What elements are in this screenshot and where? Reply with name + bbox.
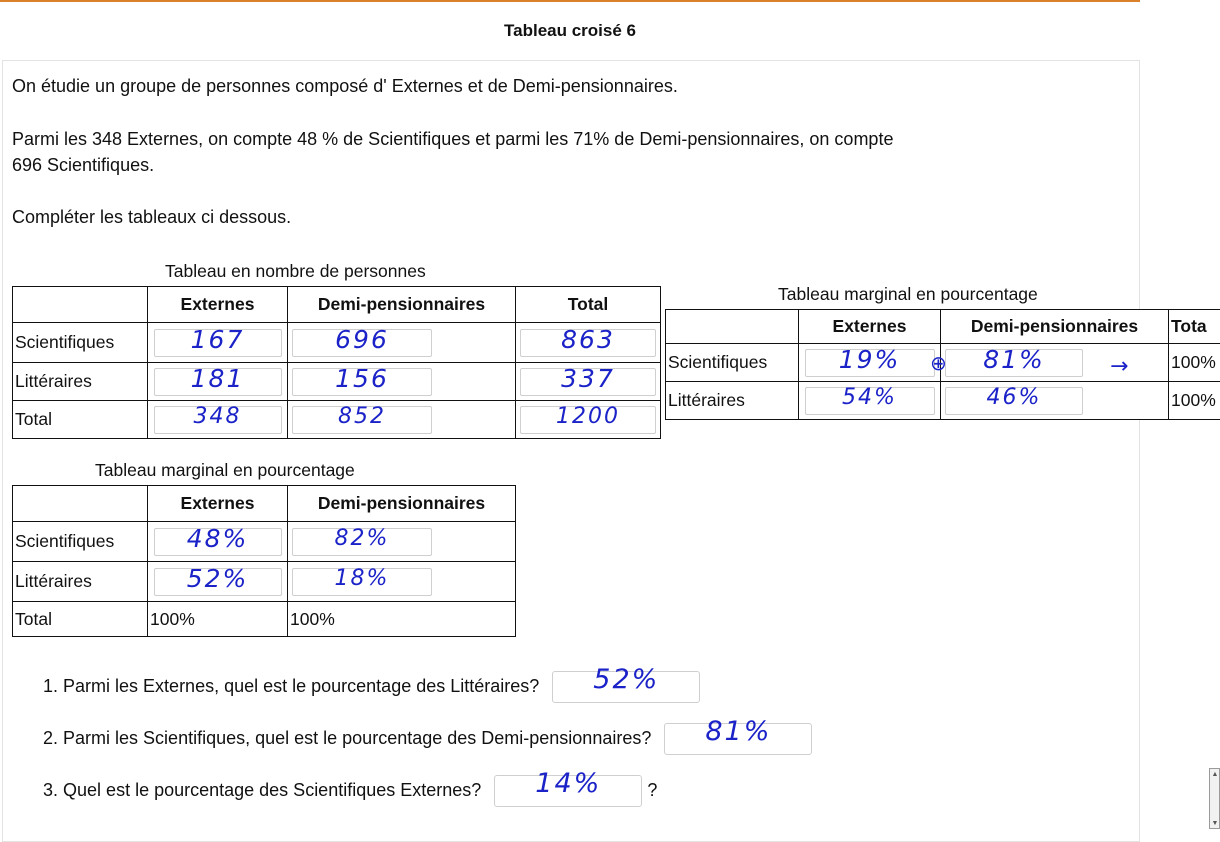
handwritten-answer: 54% (806, 385, 934, 410)
list-item (43, 669, 700, 703)
handwritten-answer: 863 (521, 325, 655, 354)
rowpct-header-demi: Demi-pensionnaires (941, 310, 1169, 344)
row-label-total: Total (13, 401, 148, 439)
count-input-sci-externes[interactable] (154, 329, 282, 357)
colpct-header-externes: Externes (148, 486, 288, 522)
table-row (13, 363, 661, 401)
rowpct-input-sci-demi[interactable] (945, 349, 1083, 377)
handwritten-answer: 52% (553, 663, 699, 697)
count-input-lit-total[interactable] (520, 368, 656, 396)
table-row (13, 602, 516, 637)
question-text: Parmi les Scientifiques, quel est le pourcentage des Demi-pensionnaires? (63, 728, 651, 748)
counts-header-blank (13, 287, 148, 323)
answer-input-q2[interactable] (664, 723, 812, 755)
handwritten-answer: 181 (155, 364, 281, 393)
handwritten-answer: 19% (806, 345, 934, 374)
handwritten-arrow-annotation: → (1110, 354, 1128, 379)
count-input-sci-total[interactable] (520, 329, 656, 357)
rowpct-total-sci: 100% (1169, 344, 1220, 382)
top-accent-rule (0, 0, 1140, 2)
colpct-input-sci-demi[interactable] (292, 528, 432, 556)
count-input-lit-externes[interactable] (154, 368, 282, 396)
count-input-total-externes[interactable] (154, 406, 282, 434)
handwritten-plus-annotation: ⊕ (930, 351, 947, 375)
handwritten-answer: 852 (293, 404, 431, 429)
rowpct-input-lit-demi[interactable] (945, 387, 1083, 415)
count-input-lit-demi[interactable] (292, 368, 432, 396)
row-label-scientifiques: Scientifiques (13, 323, 148, 363)
question-number: 1. (43, 676, 58, 696)
count-input-total-demi[interactable] (292, 406, 432, 434)
counts-header-externes: Externes (148, 287, 288, 323)
list-item (43, 773, 657, 807)
handwritten-answer: 14% (495, 767, 641, 801)
count-input-grand-total[interactable] (520, 406, 656, 434)
intro-line-1: On étudie un groupe de personnes composé d' Externes et de Demi-pensionnaires. (12, 74, 678, 98)
table-row (666, 382, 1220, 420)
colpct-input-lit-demi[interactable] (292, 568, 432, 596)
rowpct-total-lit: 100% (1169, 382, 1220, 420)
counts-header-demi: Demi-pensionnaires (288, 287, 516, 323)
handwritten-answer: 1200 (521, 404, 655, 429)
row-pct-table-caption: Tableau marginal en pourcentage (778, 284, 1038, 305)
counts-table-caption: Tableau en nombre de personnes (165, 261, 426, 282)
counts-header-total: Total (516, 287, 661, 323)
handwritten-answer: 18% (293, 566, 431, 591)
list-item (43, 721, 812, 755)
colpct-header-blank (13, 486, 148, 522)
row-label-scientifiques: Scientifiques (666, 344, 799, 382)
handwritten-answer: 82% (293, 526, 431, 551)
handwritten-answer: 81% (665, 715, 811, 749)
handwritten-answer: 337 (521, 364, 655, 393)
handwritten-answer: 81% (946, 345, 1082, 374)
handwritten-answer: 348 (155, 404, 281, 429)
intro-line-2b: 696 Scientifiques. (12, 153, 154, 177)
scroll-up-icon[interactable]: ▲ (1211, 771, 1219, 779)
row-label-total: Total (13, 602, 148, 637)
colpct-input-lit-externes[interactable] (154, 568, 282, 596)
question-suffix: ? (647, 780, 657, 800)
vertical-scrollbar[interactable] (1209, 768, 1220, 829)
answer-input-q1[interactable] (552, 671, 700, 703)
rowpct-input-sci-externes[interactable] (805, 349, 935, 377)
intro-line-2a: Parmi les 348 Externes, on compte 48 % de Scientifiques et parmi les 71% de Demi-pensionnaires, on compte (12, 127, 893, 151)
row-label-litteraires: Littéraires (13, 363, 148, 401)
colpct-header-demi: Demi-pensionnaires (288, 486, 516, 522)
count-input-sci-demi[interactable] (292, 329, 432, 357)
row-label-scientifiques: Scientifiques (13, 522, 148, 562)
rowpct-header-total: Tota (1169, 310, 1220, 344)
column-pct-table-caption: Tableau marginal en pourcentage (95, 460, 355, 481)
colpct-total-externes: 100% (148, 602, 288, 637)
rowpct-input-lit-externes[interactable] (805, 387, 935, 415)
colpct-total-demi: 100% (288, 602, 516, 637)
row-label-litteraires: Littéraires (666, 382, 799, 420)
table-row (13, 562, 516, 602)
handwritten-answer: 48% (155, 524, 281, 553)
handwritten-answer: 52% (155, 564, 281, 593)
question-number: 3. (43, 780, 58, 800)
counts-table (12, 286, 661, 439)
column-pct-table (12, 485, 516, 637)
intro-line-3: Compléter les tableaux ci dessous. (12, 205, 291, 229)
scroll-down-icon[interactable]: ▼ (1211, 820, 1219, 828)
handwritten-answer: 696 (293, 325, 431, 354)
table-row (13, 401, 661, 439)
colpct-input-sci-externes[interactable] (154, 528, 282, 556)
question-text: Parmi les Externes, quel est le pourcentage des Littéraires? (63, 676, 539, 696)
answer-input-q3[interactable] (494, 775, 642, 807)
page-title: Tableau croisé 6 (0, 21, 1140, 41)
question-number: 2. (43, 728, 58, 748)
row-label-litteraires: Littéraires (13, 562, 148, 602)
handwritten-answer: 167 (155, 325, 281, 354)
question-text: Quel est le pourcentage des Scientifiques Externes? (63, 780, 481, 800)
rowpct-header-externes: Externes (799, 310, 941, 344)
handwritten-answer: 156 (293, 364, 431, 393)
rowpct-header-blank (666, 310, 799, 344)
table-row (13, 522, 516, 562)
handwritten-answer: 46% (946, 385, 1082, 410)
table-row (13, 323, 661, 363)
